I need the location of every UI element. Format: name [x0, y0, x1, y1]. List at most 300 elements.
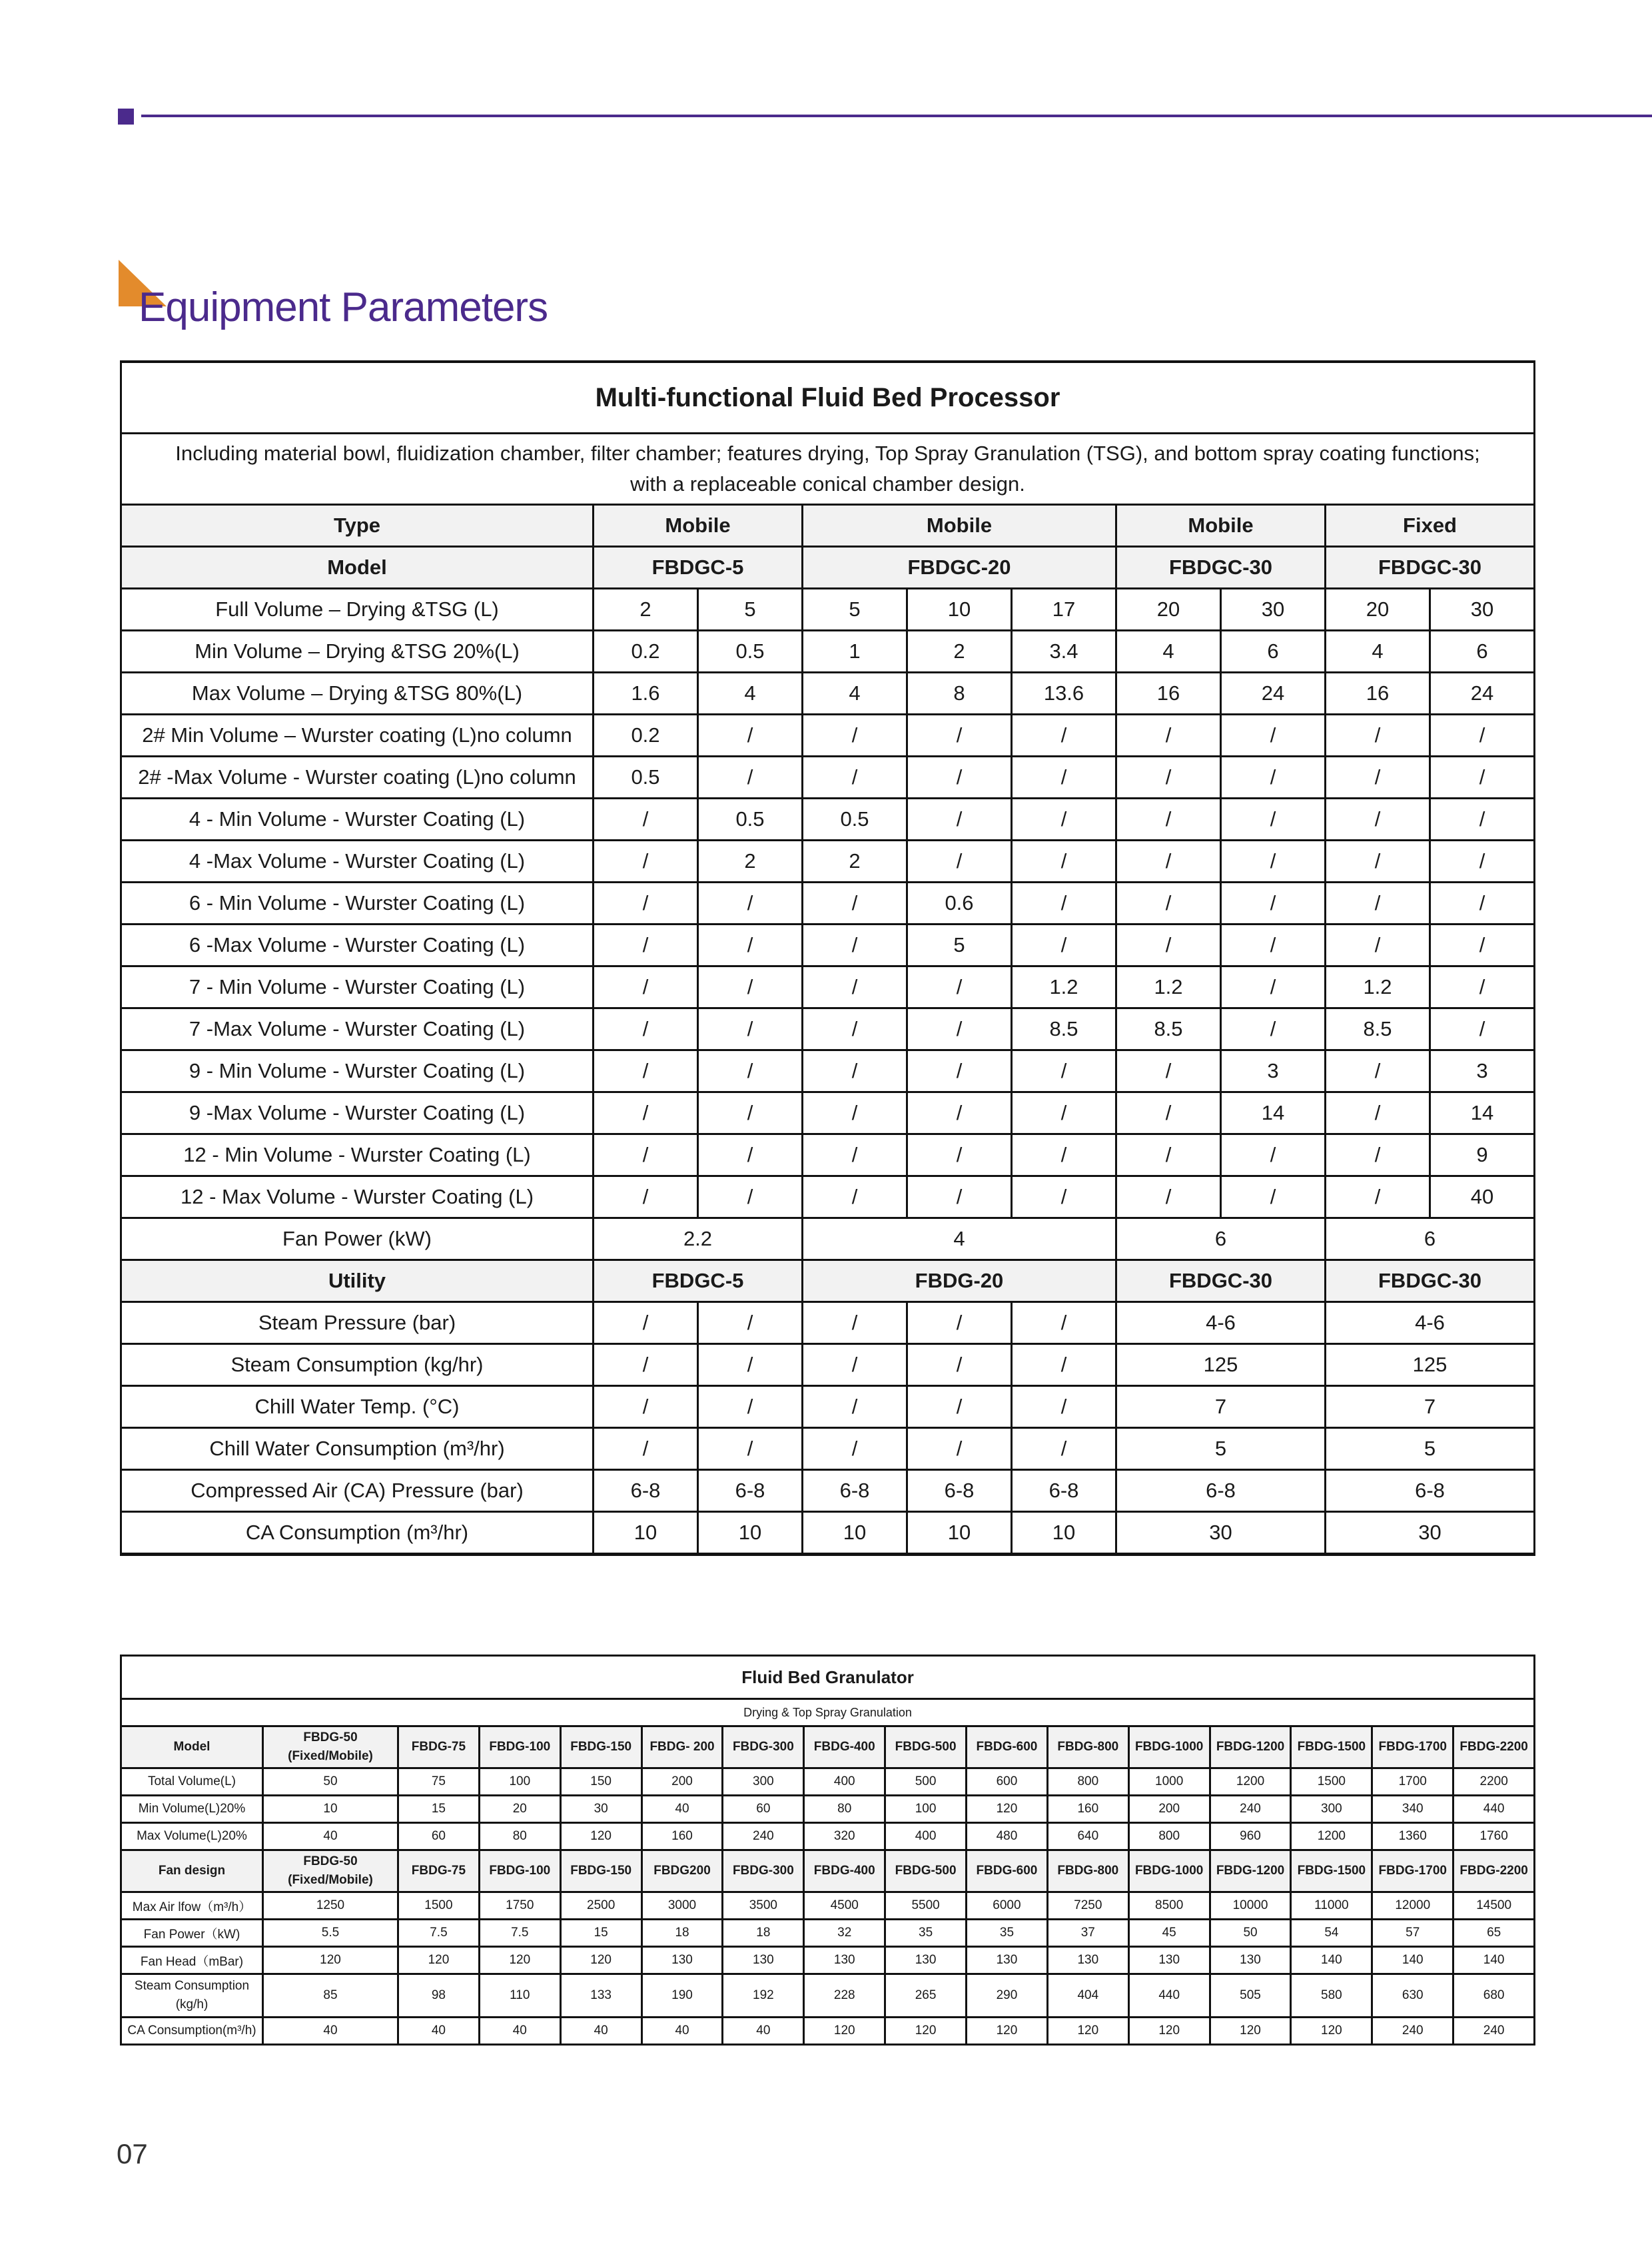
value-cell: 300 — [1291, 1796, 1372, 1823]
value-cell: / — [803, 1302, 907, 1344]
table-subtitle: Drying & Top Spray Granulation — [121, 1699, 1535, 1726]
value-cell: 35 — [885, 1920, 967, 1947]
model-header-cell: FBDG-1500 — [1291, 1850, 1372, 1892]
table-row — [121, 2018, 1535, 2045]
value-cell: 10 — [594, 1512, 698, 1555]
value-cell: 120 — [263, 1947, 398, 1974]
row-label: 9 - Min Volume - Wurster Coating (L) — [121, 1050, 594, 1092]
value-cell: 50 — [1210, 1920, 1291, 1947]
value-cell: 2 — [907, 631, 1012, 673]
model-header-cell: FBDG-600 — [967, 1726, 1048, 1768]
fan-power-cell: 6 — [1116, 1218, 1326, 1260]
value-cell: / — [1116, 715, 1221, 757]
value-cell: 1.2 — [1116, 966, 1221, 1008]
value-cell: 6-8 — [1116, 1470, 1326, 1512]
value-cell: 130 — [885, 1947, 967, 1974]
value-cell: 40 — [1430, 1176, 1535, 1218]
value-cell: / — [907, 799, 1012, 841]
value-cell: 120 — [1128, 2018, 1210, 2045]
value-cell: 6 — [1221, 631, 1326, 673]
value-cell: 80 — [804, 1796, 885, 1823]
value-cell: / — [1116, 1176, 1221, 1218]
table-row — [121, 631, 1535, 673]
value-cell: / — [803, 757, 907, 799]
value-cell: 1.2 — [1012, 966, 1116, 1008]
value-cell: 800 — [1047, 1768, 1128, 1796]
value-cell: 6-8 — [803, 1470, 907, 1512]
utility-data-row — [121, 1386, 1535, 1428]
value-cell: / — [594, 966, 698, 1008]
table-row — [121, 1092, 1535, 1134]
value-cell: 130 — [804, 1947, 885, 1974]
value-cell: / — [1326, 757, 1430, 799]
value-cell: 0.6 — [907, 883, 1012, 925]
value-cell: 10 — [907, 1512, 1012, 1555]
value-cell: / — [698, 715, 803, 757]
value-cell: 15 — [398, 1796, 480, 1823]
value-cell: 130 — [1047, 1947, 1128, 1974]
utility-data-row — [121, 1470, 1535, 1512]
value-cell: / — [803, 966, 907, 1008]
model-header-cell: FBDG-1700 — [1372, 1850, 1453, 1892]
value-cell: 580 — [1291, 1974, 1372, 2018]
value-cell: / — [698, 925, 803, 966]
row-label: Min Volume – Drying &TSG 20%(L) — [121, 631, 594, 673]
value-cell: 1700 — [1372, 1768, 1453, 1796]
utility-model-cell: FBDGC-30 — [1116, 1260, 1326, 1302]
value-cell: 2 — [803, 841, 907, 883]
value-cell: 37 — [1047, 1920, 1128, 1947]
value-cell: 7 — [1116, 1386, 1326, 1428]
value-cell: / — [907, 966, 1012, 1008]
table-row — [121, 1768, 1535, 1796]
value-cell: 120 — [1291, 2018, 1372, 2045]
value-cell: 80 — [479, 1823, 560, 1850]
value-cell: 160 — [1047, 1796, 1128, 1823]
value-cell: 1 — [803, 631, 907, 673]
value-cell: 8.5 — [1012, 1008, 1116, 1050]
type-cell: Mobile — [1116, 505, 1326, 547]
row-label: Steam Pressure (bar) — [121, 1302, 594, 1344]
value-cell: / — [1116, 757, 1221, 799]
row-label: Fan Head（mBar) — [121, 1947, 263, 1974]
value-cell: 30 — [1326, 1512, 1535, 1555]
value-cell: / — [1012, 799, 1116, 841]
value-cell: / — [1221, 1008, 1326, 1050]
value-cell: 24 — [1221, 673, 1326, 715]
value-cell: 140 — [1372, 1947, 1453, 1974]
value-cell: 98 — [398, 1974, 480, 2018]
value-cell: 60 — [723, 1796, 804, 1823]
model-header-cell: FBDG-100 — [479, 1850, 560, 1892]
value-cell: / — [698, 1092, 803, 1134]
value-cell: 30 — [1221, 589, 1326, 631]
value-cell: 5500 — [885, 1892, 967, 1920]
value-cell: 120 — [804, 2018, 885, 2045]
value-cell: 40 — [560, 2018, 641, 2045]
row-label: 12 - Max Volume - Wurster Coating (L) — [121, 1176, 594, 1218]
value-cell: 5 — [907, 925, 1012, 966]
model-header-cell: FBDG-1000 — [1128, 1726, 1210, 1768]
value-cell: 50 — [263, 1768, 398, 1796]
value-cell: 8500 — [1128, 1892, 1210, 1920]
value-cell: 7 — [1326, 1386, 1535, 1428]
value-cell: 8 — [907, 673, 1012, 715]
value-cell: / — [698, 1176, 803, 1218]
model-header-cell: FBDG-75 — [398, 1850, 480, 1892]
value-cell: / — [1221, 925, 1326, 966]
row-label: Fan design — [121, 1850, 263, 1892]
value-cell: 0.5 — [698, 799, 803, 841]
value-cell: 0.5 — [698, 631, 803, 673]
value-cell: 3000 — [641, 1892, 723, 1920]
value-cell: / — [1221, 799, 1326, 841]
value-cell: / — [698, 757, 803, 799]
value-cell: 14 — [1221, 1092, 1326, 1134]
value-cell: 120 — [967, 2018, 1048, 2045]
value-cell: / — [1430, 1008, 1535, 1050]
value-cell: / — [907, 1386, 1012, 1428]
row-label: 6 - Min Volume - Wurster Coating (L) — [121, 883, 594, 925]
value-cell: 4 — [1326, 631, 1430, 673]
model-header-cell: FBDG-800 — [1047, 1850, 1128, 1892]
table-row — [121, 883, 1535, 925]
table-title: Fluid Bed Granulator — [121, 1656, 1535, 1699]
value-cell: 4 — [698, 673, 803, 715]
row-label: Steam Consumption (kg/hr) — [121, 1344, 594, 1386]
model-header-cell: FBDG-1000 — [1128, 1850, 1210, 1892]
value-cell: 9 — [1430, 1134, 1535, 1176]
value-cell: 10 — [907, 589, 1012, 631]
value-cell: / — [1012, 1386, 1116, 1428]
table-row — [121, 841, 1535, 883]
value-cell: 110 — [479, 1974, 560, 2018]
value-cell: 1760 — [1453, 1823, 1535, 1850]
value-cell: 6-8 — [907, 1470, 1012, 1512]
value-cell: / — [1326, 1092, 1430, 1134]
row-label: 7 -Max Volume - Wurster Coating (L) — [121, 1008, 594, 1050]
value-cell: 4-6 — [1116, 1302, 1326, 1344]
value-cell: / — [594, 1302, 698, 1344]
utility-model-cell: FBDGC-5 — [594, 1260, 803, 1302]
value-cell: 35 — [967, 1920, 1048, 1947]
value-cell: / — [1116, 883, 1221, 925]
model-variant: (Fixed/Mobile) — [288, 1749, 373, 1763]
header-accent-square — [118, 109, 134, 125]
model-header-cell: FBDG-500 — [885, 1850, 967, 1892]
model-header-cell: FBDG-800 — [1047, 1726, 1128, 1768]
row-label: Model — [121, 1726, 263, 1768]
value-cell: / — [907, 1302, 1012, 1344]
model-header-cell: FBDG-150 — [560, 1726, 641, 1768]
value-cell: 140 — [1291, 1947, 1372, 1974]
value-cell: 0.5 — [803, 799, 907, 841]
row-label: Max Air lfow（m³/h） — [121, 1892, 263, 1920]
value-cell: 1500 — [398, 1892, 480, 1920]
fluid-bed-processor-table — [120, 360, 1535, 1556]
type-cell: Mobile — [594, 505, 803, 547]
row-label: Min Volume(L)20% — [121, 1796, 263, 1823]
value-cell: / — [594, 1134, 698, 1176]
value-cell: / — [907, 757, 1012, 799]
value-cell: / — [1012, 883, 1116, 925]
value-cell: 630 — [1372, 1974, 1453, 2018]
value-cell: 5 — [803, 589, 907, 631]
value-cell: / — [1012, 1092, 1116, 1134]
value-cell: 0.5 — [594, 757, 698, 799]
value-cell: 6-8 — [594, 1470, 698, 1512]
value-cell: 10 — [698, 1512, 803, 1555]
table-row — [121, 966, 1535, 1008]
value-cell: / — [594, 799, 698, 841]
value-cell: / — [907, 1176, 1012, 1218]
row-label: 12 - Min Volume - Wurster Coating (L) — [121, 1134, 594, 1176]
value-cell: 2500 — [560, 1892, 641, 1920]
value-cell: 4 — [1116, 631, 1221, 673]
value-cell: / — [1012, 841, 1116, 883]
value-cell: 1.2 — [1326, 966, 1430, 1008]
table-row — [121, 589, 1535, 631]
table-row — [121, 673, 1535, 715]
value-cell: 32 — [804, 1920, 885, 1947]
table-row — [121, 715, 1535, 757]
value-cell: / — [1116, 799, 1221, 841]
model-header-cell: FBDG-150 — [560, 1850, 641, 1892]
value-cell: 100 — [479, 1768, 560, 1796]
value-cell: / — [907, 1008, 1012, 1050]
table-row — [121, 1920, 1535, 1947]
value-cell: 2 — [594, 589, 698, 631]
model-name: FBDG-50 — [303, 1730, 358, 1744]
value-cell: / — [907, 1428, 1012, 1470]
value-cell: / — [1012, 757, 1116, 799]
value-cell: 40 — [263, 2018, 398, 2045]
value-cell: / — [1116, 1050, 1221, 1092]
type-row — [121, 505, 1535, 547]
model-header-cell — [263, 1850, 398, 1892]
fluid-bed-granulator-table — [120, 1655, 1535, 2046]
value-cell: 120 — [560, 1947, 641, 1974]
value-cell: 10 — [803, 1512, 907, 1555]
value-cell: 7250 — [1047, 1892, 1128, 1920]
value-cell: 120 — [885, 2018, 967, 2045]
value-cell: / — [1326, 799, 1430, 841]
value-cell: / — [1221, 966, 1326, 1008]
page-title: Equipment Parameters — [139, 284, 548, 330]
value-cell: 4 — [803, 673, 907, 715]
value-cell: / — [698, 1344, 803, 1386]
model-variant: (Fixed/Mobile) — [288, 1873, 373, 1887]
value-cell: / — [698, 1386, 803, 1428]
value-cell: / — [594, 883, 698, 925]
fan-power-cell: 6 — [1326, 1218, 1535, 1260]
row-label: Full Volume – Drying &TSG (L) — [121, 589, 594, 631]
table-row — [121, 1176, 1535, 1218]
row-label: Utility — [121, 1260, 594, 1302]
row-label: Total Volume(L) — [121, 1768, 263, 1796]
value-cell: 200 — [641, 1768, 723, 1796]
value-cell: 340 — [1372, 1796, 1453, 1823]
value-cell: / — [698, 1008, 803, 1050]
value-cell: 18 — [723, 1920, 804, 1947]
value-cell: / — [1221, 757, 1326, 799]
model-header-row — [121, 1726, 1535, 1768]
value-cell: 4500 — [804, 1892, 885, 1920]
value-cell: / — [803, 1428, 907, 1470]
value-cell: / — [803, 1386, 907, 1428]
utility-data-row — [121, 1512, 1535, 1555]
value-cell: / — [698, 966, 803, 1008]
value-cell: 440 — [1128, 1974, 1210, 2018]
value-cell: 125 — [1116, 1344, 1326, 1386]
value-cell: / — [1326, 841, 1430, 883]
value-cell: 4-6 — [1326, 1302, 1535, 1344]
value-cell: 57 — [1372, 1920, 1453, 1947]
value-cell: / — [1012, 925, 1116, 966]
value-cell: / — [803, 1134, 907, 1176]
value-cell: 1200 — [1210, 1768, 1291, 1796]
value-cell: / — [803, 1344, 907, 1386]
value-cell: 192 — [723, 1974, 804, 2018]
row-label: Type — [121, 505, 594, 547]
value-cell: 7.5 — [479, 1920, 560, 1947]
model-header-cell: FBDG-600 — [967, 1850, 1048, 1892]
value-cell: 20 — [1116, 589, 1221, 631]
model-row — [121, 547, 1535, 589]
value-cell: 40 — [479, 2018, 560, 2045]
value-cell: / — [1221, 715, 1326, 757]
value-cell: 228 — [804, 1974, 885, 2018]
table-row — [121, 1892, 1535, 1920]
value-cell: / — [1116, 1092, 1221, 1134]
description-line-2: with a replaceable conical chamber design. — [630, 472, 1025, 496]
value-cell: 960 — [1210, 1823, 1291, 1850]
row-label: Fan Power (kW) — [121, 1218, 594, 1260]
value-cell: 600 — [967, 1768, 1048, 1796]
value-cell: / — [1116, 841, 1221, 883]
model-header-cell: FBDG-300 — [723, 1850, 804, 1892]
value-cell: 14500 — [1453, 1892, 1535, 1920]
value-cell: 3 — [1221, 1050, 1326, 1092]
value-cell: 240 — [1210, 1796, 1291, 1823]
value-cell: 240 — [723, 1823, 804, 1850]
value-cell: 200 — [1128, 1796, 1210, 1823]
value-cell: 10 — [263, 1796, 398, 1823]
value-cell: 680 — [1453, 1974, 1535, 2018]
utility-data-row — [121, 1344, 1535, 1386]
row-label: Chill Water Consumption (m³/hr) — [121, 1428, 594, 1470]
value-cell: 45 — [1128, 1920, 1210, 1947]
value-cell: 7.5 — [398, 1920, 480, 1947]
utility-data-row — [121, 1428, 1535, 1470]
value-cell: 15 — [560, 1920, 641, 1947]
value-cell: / — [907, 841, 1012, 883]
value-cell: 640 — [1047, 1823, 1128, 1850]
value-cell: / — [1430, 799, 1535, 841]
value-cell: / — [1326, 1134, 1430, 1176]
model-header-cell: FBDG-300 — [723, 1726, 804, 1768]
value-cell: 11000 — [1291, 1892, 1372, 1920]
value-cell: 30 — [1116, 1512, 1326, 1555]
value-cell: / — [1430, 715, 1535, 757]
row-label: Model — [121, 547, 594, 589]
value-cell: 1200 — [1291, 1823, 1372, 1850]
value-cell: 480 — [967, 1823, 1048, 1850]
value-cell: 6-8 — [1012, 1470, 1116, 1512]
model-cell: FBDGC-20 — [803, 547, 1116, 589]
value-cell: 1360 — [1372, 1823, 1453, 1850]
value-cell: / — [1221, 1134, 1326, 1176]
value-cell: 400 — [885, 1823, 967, 1850]
value-cell: 0.2 — [594, 715, 698, 757]
value-cell: 120 — [398, 1947, 480, 1974]
row-label: 4 - Min Volume - Wurster Coating (L) — [121, 799, 594, 841]
value-cell: 85 — [263, 1974, 398, 2018]
value-cell: / — [1430, 883, 1535, 925]
row-label: 2# Min Volume – Wurster coating (L)no column — [121, 715, 594, 757]
utility-row — [121, 1260, 1535, 1302]
value-cell: / — [698, 1302, 803, 1344]
value-cell: 14 — [1430, 1092, 1535, 1134]
model-header-cell: FBDG-400 — [804, 1850, 885, 1892]
row-label: Compressed Air (CA) Pressure (bar) — [121, 1470, 594, 1512]
value-cell: 30 — [560, 1796, 641, 1823]
value-cell: 120 — [560, 1823, 641, 1850]
value-cell: 20 — [1326, 589, 1430, 631]
fan-power-cell: 4 — [803, 1218, 1116, 1260]
value-cell: / — [1326, 1176, 1430, 1218]
value-cell: / — [803, 1050, 907, 1092]
value-cell: / — [803, 883, 907, 925]
value-cell: / — [594, 925, 698, 966]
utility-model-cell: FBDGC-30 — [1326, 1260, 1535, 1302]
value-cell: / — [1012, 715, 1116, 757]
value-cell: / — [1221, 883, 1326, 925]
utility-data-row — [121, 1302, 1535, 1344]
value-cell: 40 — [723, 2018, 804, 2045]
value-cell: 120 — [1210, 2018, 1291, 2045]
value-cell: 10000 — [1210, 1892, 1291, 1920]
value-cell: 120 — [1047, 2018, 1128, 2045]
model-header-cell: FBDG-500 — [885, 1726, 967, 1768]
value-cell: 2200 — [1453, 1768, 1535, 1796]
value-cell: 800 — [1128, 1823, 1210, 1850]
value-cell: 133 — [560, 1974, 641, 2018]
value-cell: 40 — [641, 1796, 723, 1823]
value-cell: 8.5 — [1116, 1008, 1221, 1050]
model-header-cell: FBDG-75 — [398, 1726, 480, 1768]
value-cell: / — [907, 1134, 1012, 1176]
value-cell: / — [594, 1092, 698, 1134]
value-cell: 130 — [1128, 1947, 1210, 1974]
value-cell: 140 — [1453, 1947, 1535, 1974]
value-cell: / — [1012, 1050, 1116, 1092]
table-row — [121, 799, 1535, 841]
model-name: FBDG-50 — [303, 1854, 358, 1868]
value-cell: 6-8 — [698, 1470, 803, 1512]
value-cell: / — [1116, 925, 1221, 966]
value-cell: 8.5 — [1326, 1008, 1430, 1050]
value-cell: / — [803, 1008, 907, 1050]
value-cell: / — [698, 1134, 803, 1176]
value-cell: / — [1430, 925, 1535, 966]
value-cell: 130 — [641, 1947, 723, 1974]
value-cell: 265 — [885, 1974, 967, 2018]
model-header-cell — [263, 1726, 398, 1768]
value-cell: / — [1430, 757, 1535, 799]
value-cell: 120 — [967, 1796, 1048, 1823]
value-cell: / — [907, 1092, 1012, 1134]
